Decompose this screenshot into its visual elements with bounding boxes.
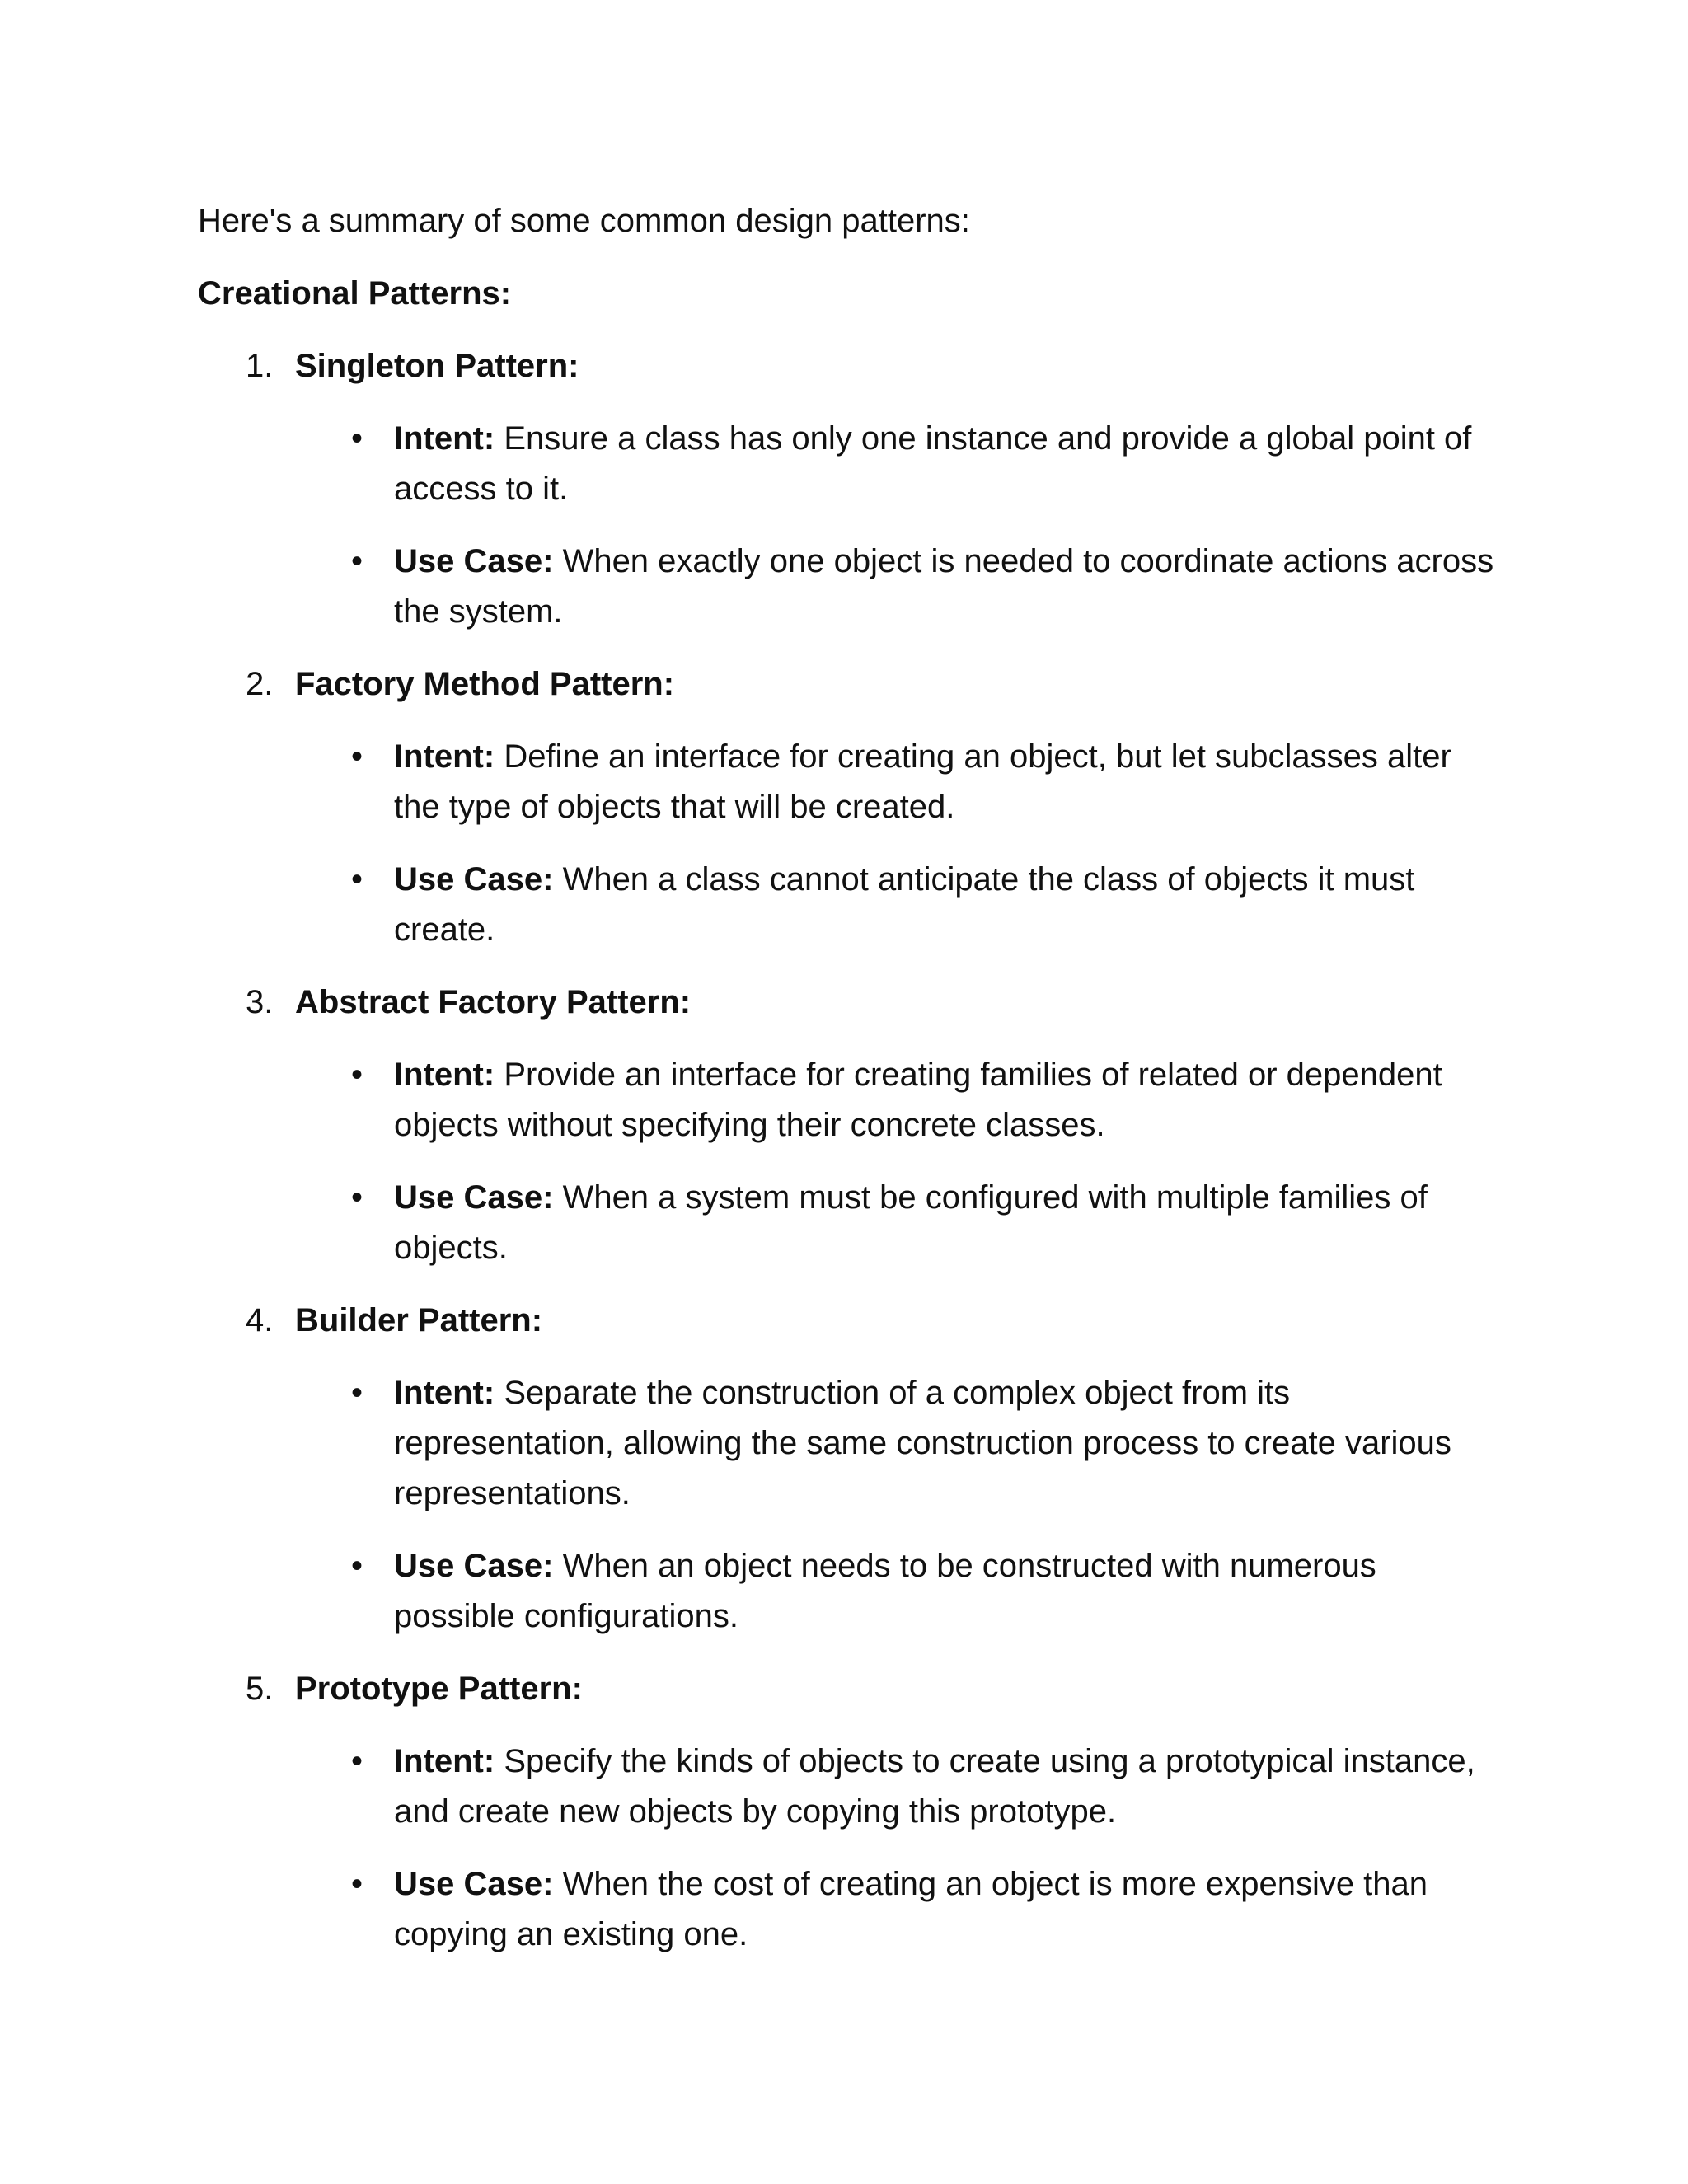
use-case-item [198, 855, 1500, 955]
bullet-icon: • [351, 1548, 363, 1584]
use-case-label: Use Case: [394, 1179, 554, 1216]
intent-text: Specify the kinds of objects to create using a prototypical instance, and create new objects by copying this prototype. [394, 1743, 1475, 1830]
pattern-details [198, 1050, 1500, 1273]
use-case-label: Use Case: [394, 543, 554, 579]
use-case-item [198, 1173, 1500, 1273]
intent-label: Intent: [394, 1743, 495, 1779]
use-case-item [198, 1859, 1500, 1960]
pattern-list [198, 341, 1500, 1960]
pattern-number: 2. [246, 666, 274, 702]
pattern-number: 1. [246, 348, 274, 384]
use-case-item [198, 1541, 1500, 1642]
pattern-title-row [198, 1296, 1500, 1346]
pattern-title: Builder Pattern: [295, 1302, 543, 1338]
pattern-details [198, 1736, 1500, 1960]
intent-label: Intent: [394, 1057, 495, 1093]
pattern-title-row [198, 1664, 1500, 1714]
use-case-item [198, 537, 1500, 637]
intent-text: Define an interface for creating an object, but let subclasses alter the type of objects that will be created. [394, 738, 1451, 825]
document-content [198, 196, 1500, 1982]
intent-item [198, 1050, 1500, 1151]
use-case-text: When the cost of creating an object is more expensive than copying an existing one. [394, 1866, 1428, 1952]
bullet-icon: • [351, 1057, 363, 1093]
pattern-title-row [198, 659, 1500, 710]
pattern-title: Prototype Pattern: [295, 1671, 583, 1707]
intent-item [198, 414, 1500, 514]
bullet-icon: • [351, 1743, 363, 1779]
pattern-details [198, 414, 1500, 637]
pattern-title-row [198, 977, 1500, 1028]
intent-label: Intent: [394, 1375, 495, 1411]
pattern-item [198, 1296, 1500, 1642]
bullet-icon: • [351, 861, 363, 898]
bullet-icon: • [351, 543, 363, 579]
bullet-icon: • [351, 738, 363, 775]
bullet-icon: • [351, 1866, 363, 1902]
intent-label: Intent: [394, 420, 495, 457]
use-case-label: Use Case: [394, 861, 554, 898]
bullet-icon: • [351, 420, 363, 457]
intent-label: Intent: [394, 738, 495, 775]
pattern-item [198, 659, 1500, 955]
intent-item [198, 1736, 1500, 1837]
pattern-title: Singleton Pattern: [295, 348, 579, 384]
pattern-number: 5. [246, 1671, 274, 1707]
pattern-number: 3. [246, 984, 274, 1020]
use-case-text: When a class cannot anticipate the class of objects it must create. [394, 861, 1415, 948]
intent-item [198, 1368, 1500, 1519]
pattern-title: Abstract Factory Pattern: [295, 984, 692, 1020]
pattern-title: Factory Method Pattern: [295, 666, 675, 702]
pattern-item [198, 1664, 1500, 1960]
pattern-item [198, 977, 1500, 1273]
intent-text: Ensure a class has only one instance and provide a global point of access to it. [394, 420, 1472, 507]
pattern-item [198, 341, 1500, 637]
pattern-details [198, 732, 1500, 955]
use-case-text: When a system must be configured with multiple families of objects. [394, 1179, 1428, 1266]
use-case-text: When exactly one object is needed to coordinate actions across the system. [394, 543, 1494, 630]
intro-paragraph: Here's a summary of some common design patterns: [198, 203, 970, 239]
intent-item [198, 732, 1500, 832]
pattern-number: 4. [246, 1302, 274, 1338]
pattern-details [198, 1368, 1500, 1642]
intent-text: Provide an interface for creating families of related or dependent objects without specifying their concrete classes. [394, 1057, 1442, 1143]
use-case-label: Use Case: [394, 1866, 554, 1902]
pattern-title-row [198, 341, 1500, 391]
use-case-label: Use Case: [394, 1548, 554, 1584]
bullet-icon: • [351, 1375, 363, 1411]
intent-text: Separate the construction of a complex object from its representation, allowing the same construction process to create various representations. [394, 1375, 1451, 1511]
bullet-icon: • [351, 1179, 363, 1216]
use-case-text: When an object needs to be constructed with numerous possible configurations. [394, 1548, 1376, 1634]
section-heading: Creational Patterns: [198, 275, 512, 312]
